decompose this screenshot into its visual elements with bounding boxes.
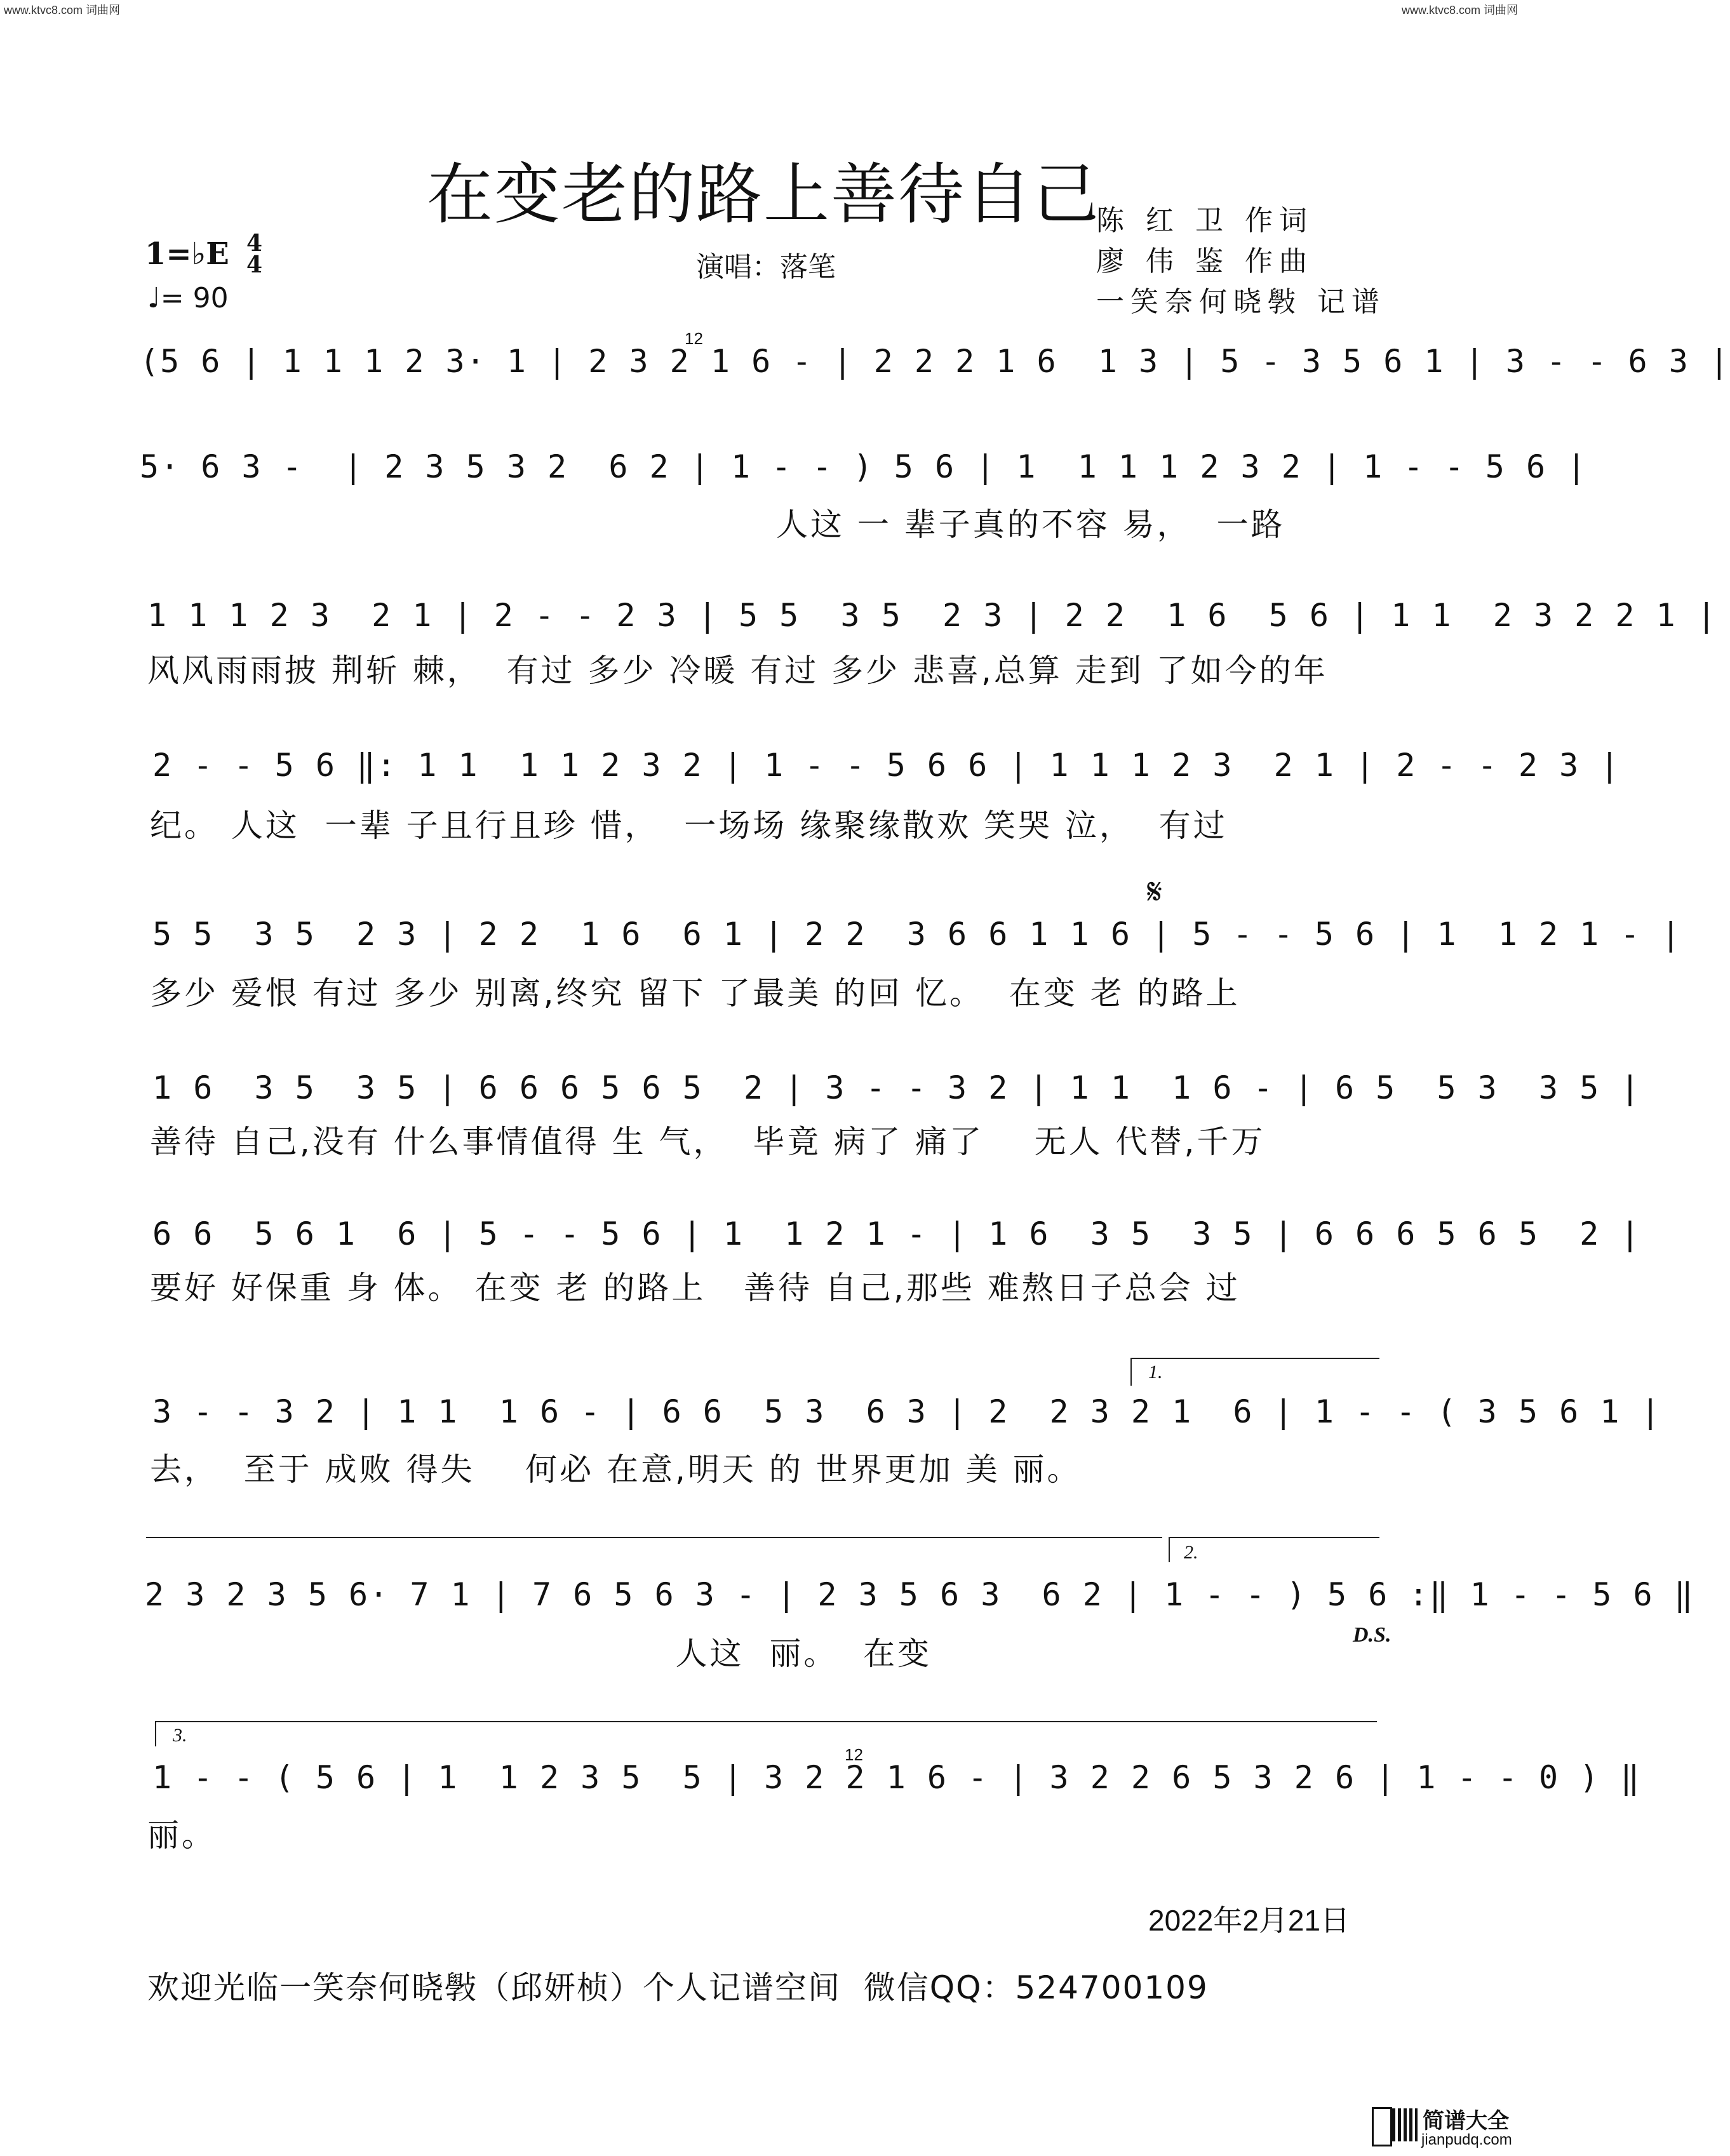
grace-note-2: 12 [845, 1745, 863, 1764]
date: 2022年2月21日 [1148, 1904, 1350, 1937]
score-line-10-lyrics: 丽。 [147, 1817, 216, 1854]
header-right-url: www.ktvc8.com 词曲网 [1401, 4, 1518, 17]
score-line-9-lyrics: 人这 丽。 在变 [145, 1635, 932, 1672]
score-line-3-notes: 1 1 1 2 3 2 1 | 2 - - 2 3 | 5 5 3 5 2 3 | 2 2 1 6 5 6 | 1 1 2 3 2 2 1 | [147, 597, 1717, 634]
score-line-5-lyrics: 多少 爱恨 有过 多少 别离,终究 留下 了最美 的回 忆。 在变 老 的路上 [150, 975, 1240, 1012]
volta-3-bracket-edge [155, 1721, 156, 1746]
score-line-2-notes: 5· 6 3 - | 2 3 5 3 2 6 2 | 1 - - ) 5 6 | 1 1 1 1 2 3 2 | 1 - - 5 6 | [140, 448, 1588, 485]
ds-marking: D.S. [1353, 1623, 1391, 1647]
score-line-2-lyrics: 人这 一 辈子真的不容 易， 一路 [776, 506, 1285, 543]
volta-3-bracket [155, 1721, 1377, 1722]
credits [1096, 201, 1386, 323]
grace-note: 12 [685, 329, 703, 348]
volta-2-bracket-edge [1169, 1537, 1170, 1562]
score-line-4-lyrics: 纪。 人这 一辈 子且行且珍 惜， 一场场 缘聚缘散欢 笑哭 泣， 有过 [150, 807, 1228, 844]
credit-transcriber: 一笑奈何晓斅 记谱 [1096, 286, 1386, 318]
time-signature [246, 232, 262, 276]
piano-keys-icon [1392, 2108, 1418, 2141]
logo-title: 简谱大全 [1423, 2108, 1509, 2134]
score-line-9-notes: 2 3 2 3 5 6· 7 1 | 7 6 5 6 3 - | 2 3 5 6 3 6 2 | 1 - - ) 5 6 :‖ 1 - - 5 6 ‖ [145, 1576, 1694, 1613]
header-left-url: www.ktvc8.com 词曲网 [4, 4, 121, 17]
score-line-8-lyrics: 去， 至于 成败 得失 何必 在意,明天 的 世界更加 美 丽。 [150, 1451, 1082, 1488]
logo-frame-icon [1372, 2107, 1392, 2146]
score-line-3-lyrics: 风风雨雨披 荆斩 棘， 有过 多少 冷暖 有过 多少 悲喜,总算 走到 了如今的年 [147, 652, 1328, 689]
volta-1-bracket [1130, 1358, 1379, 1359]
score-line-6-notes: 1 6 3 5 3 5 | 6 6 6 5 6 5 2 | 3 - - 3 2 | 1 1 1 6 - | 6 5 5 3 3 5 | [152, 1069, 1641, 1106]
volta-1-label: 1. [1148, 1362, 1163, 1383]
footer-text: 欢迎光临一笑奈何晓斅（邱妍桢）个人记谱空间 微信QQ：524700109 [147, 1969, 1209, 2006]
credit-lyricist: 陈 红 卫 作词 [1096, 204, 1313, 237]
volta-3-label: 3. [173, 1725, 187, 1746]
credit-composer: 廖 伟 鉴 作曲 [1096, 245, 1313, 278]
interlude-bracket [146, 1537, 1162, 1538]
volta-1-bracket-edge [1130, 1358, 1132, 1386]
score-line-6-lyrics: 善待 自己,没有 什么事情值得 生 气， 毕竟 病了 痛了 无人 代替,千万 [150, 1123, 1266, 1160]
song-title: 在变老的路上善待自己 [427, 156, 1101, 233]
volta-2-label: 2. [1184, 1542, 1198, 1563]
logo-url: jianpudq.com [1421, 2131, 1512, 2148]
key-signature: 1=♭E [145, 236, 229, 272]
volta-2-bracket [1169, 1537, 1379, 1538]
score-line-1-notes: (5 6 | 1 1 1 2 3· 1 | 2 3 2 1 6 - | 2 2 2 1 6 1 3 | 5 - 3 5 6 1 | 3 - - 6 3 | [140, 343, 1730, 380]
segno-icon: 𝄋 [1147, 871, 1163, 913]
time-denominator: 4 [246, 251, 263, 278]
score-line-5-notes: 5 5 3 5 2 3 | 2 2 1 6 6 1 | 2 2 3 6 6 1 1 6 | 5 - - 5 6 | 1 1 2 1 - | [152, 916, 1682, 953]
performer: 演唱：落笔 [696, 251, 836, 283]
score-line-4-notes: 2 - - 5 6 ‖: 1 1 1 1 2 3 2 | 1 - - 5 6 6 | 1 1 1 2 3 2 1 | 2 - - 2 3 | [152, 747, 1621, 784]
tempo-marking: ♩= 90 [147, 282, 229, 314]
score-line-10-notes: 1 - - ( 5 6 | 1 1 2 3 5 5 | 3 2 2 1 6 - | 3 2 2 6 5 3 2 6 | 1 - - 0 ) ‖ [152, 1759, 1641, 1796]
score-line-7-lyrics: 要好 好保重 身 体。 在变 老 的路上 善待 自己,那些 难熬日子总会 过 [150, 1269, 1240, 1306]
score-line-7-notes: 6 6 5 6 1 6 | 5 - - 5 6 | 1 1 2 1 - | 1 6 3 5 3 5 | 6 6 6 5 6 5 2 | [152, 1215, 1641, 1252]
time-numerator: 4 [246, 230, 263, 257]
score-line-8-notes: 3 - - 3 2 | 1 1 1 6 - | 6 6 5 3 6 3 | 2 2 3 2 1 6 | 1 - - ( 3 5 6 1 | [152, 1393, 1661, 1430]
